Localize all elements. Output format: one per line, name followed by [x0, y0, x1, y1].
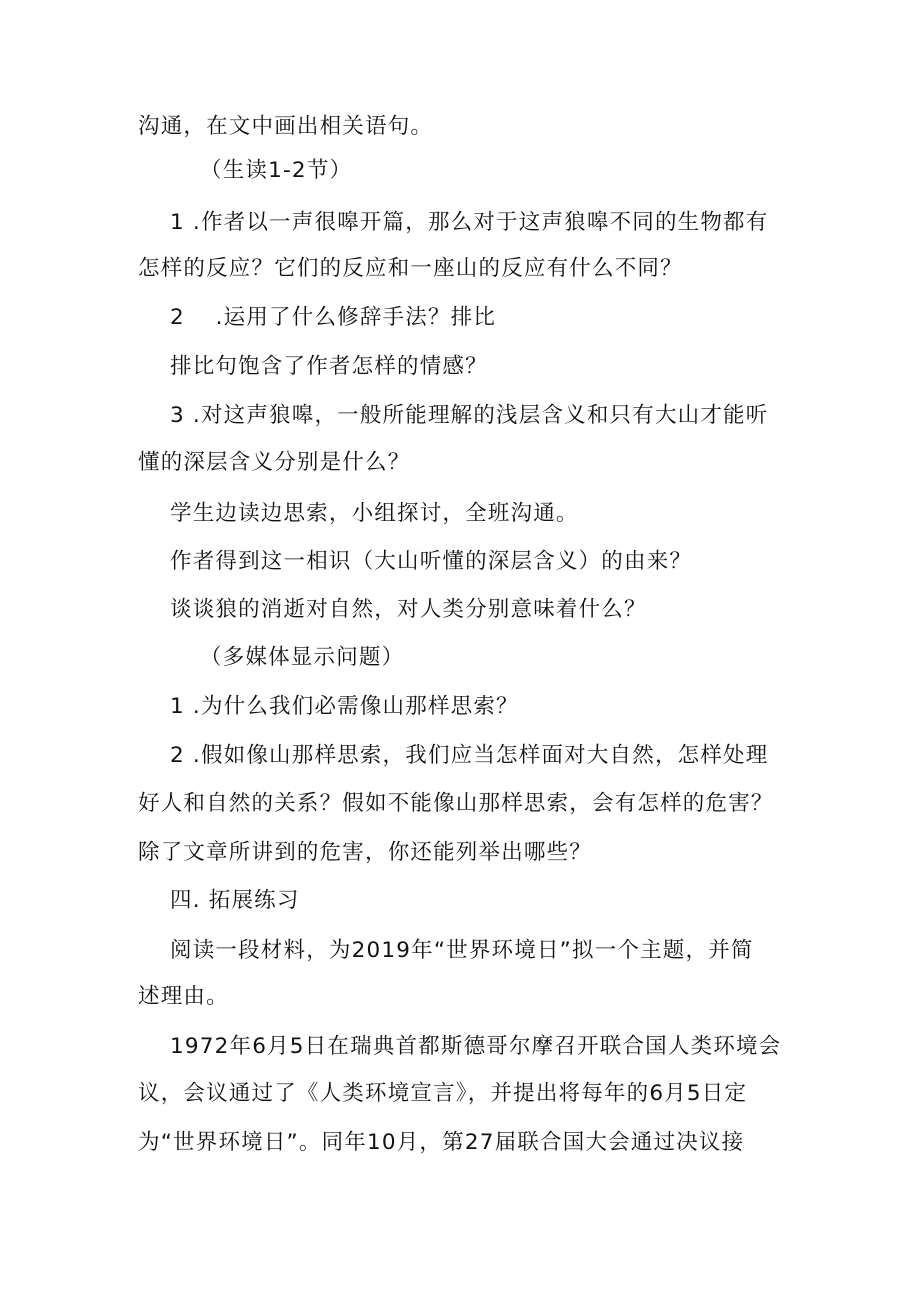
text-line: （生读1-2节）	[200, 158, 353, 183]
text-line: 作者得到这一相识（大山听懂的深层含义）的由来？	[170, 549, 693, 574]
text-line: 懂的深层含义分别是什么？	[138, 450, 411, 475]
section-heading: 四. 拓展练习	[170, 888, 300, 913]
text-line: 议，会议通过了《人类环境宣言》，并提出将每年的6月5日定	[138, 1081, 748, 1106]
text-line: 谈谈狼的消逝对自然，对人类分别意味着什么？	[170, 597, 647, 622]
text-line: 怎样的反应？它们的反应和一座山的反应有什么不同？	[138, 256, 683, 281]
text-line: 3 .对这声狼嗥，一般所能理解的浅层含义和只有大山才能听	[170, 403, 769, 428]
text-line: 沟通，在文中画出相关语句。	[138, 114, 434, 139]
text-line: 好人和自然的关系？假如不能像山那样思索，会有怎样的危害？	[138, 791, 774, 816]
text-line: 排比句饱含了作者怎样的情感？	[170, 354, 488, 379]
text-line: 除了文章所讲到的危害，你还能列举出哪些？	[138, 840, 593, 865]
text-line: 为“世界环境日”。同年10月，第27届联合国大会通过决议接	[138, 1130, 745, 1155]
text-line: 1972年6月5日在瑞典首都斯德哥尔摩召开联合国人类环境会	[170, 1034, 782, 1059]
text-line: （多媒体显示问题）	[200, 645, 405, 670]
text-line: 阅读一段材料，为2019年“世界环境日”拟一个主题，并简	[170, 938, 754, 963]
text-line: 述理由。	[138, 984, 229, 1009]
text-line: 2 .运用了什么修辞手法？排比	[170, 305, 497, 330]
text-line: 1 .为什么我们必需像山那样思索？	[170, 694, 519, 719]
text-line: 2 .假如像山那样思索，我们应当怎样面对大自然，怎样处理	[170, 743, 769, 768]
text-line: 1 .作者以一声很嗥开篇，那么对于这声狼嗥不同的生物都有	[170, 210, 769, 235]
text-line: 学生边读边思索，小组探讨，全班沟通。	[170, 501, 579, 526]
